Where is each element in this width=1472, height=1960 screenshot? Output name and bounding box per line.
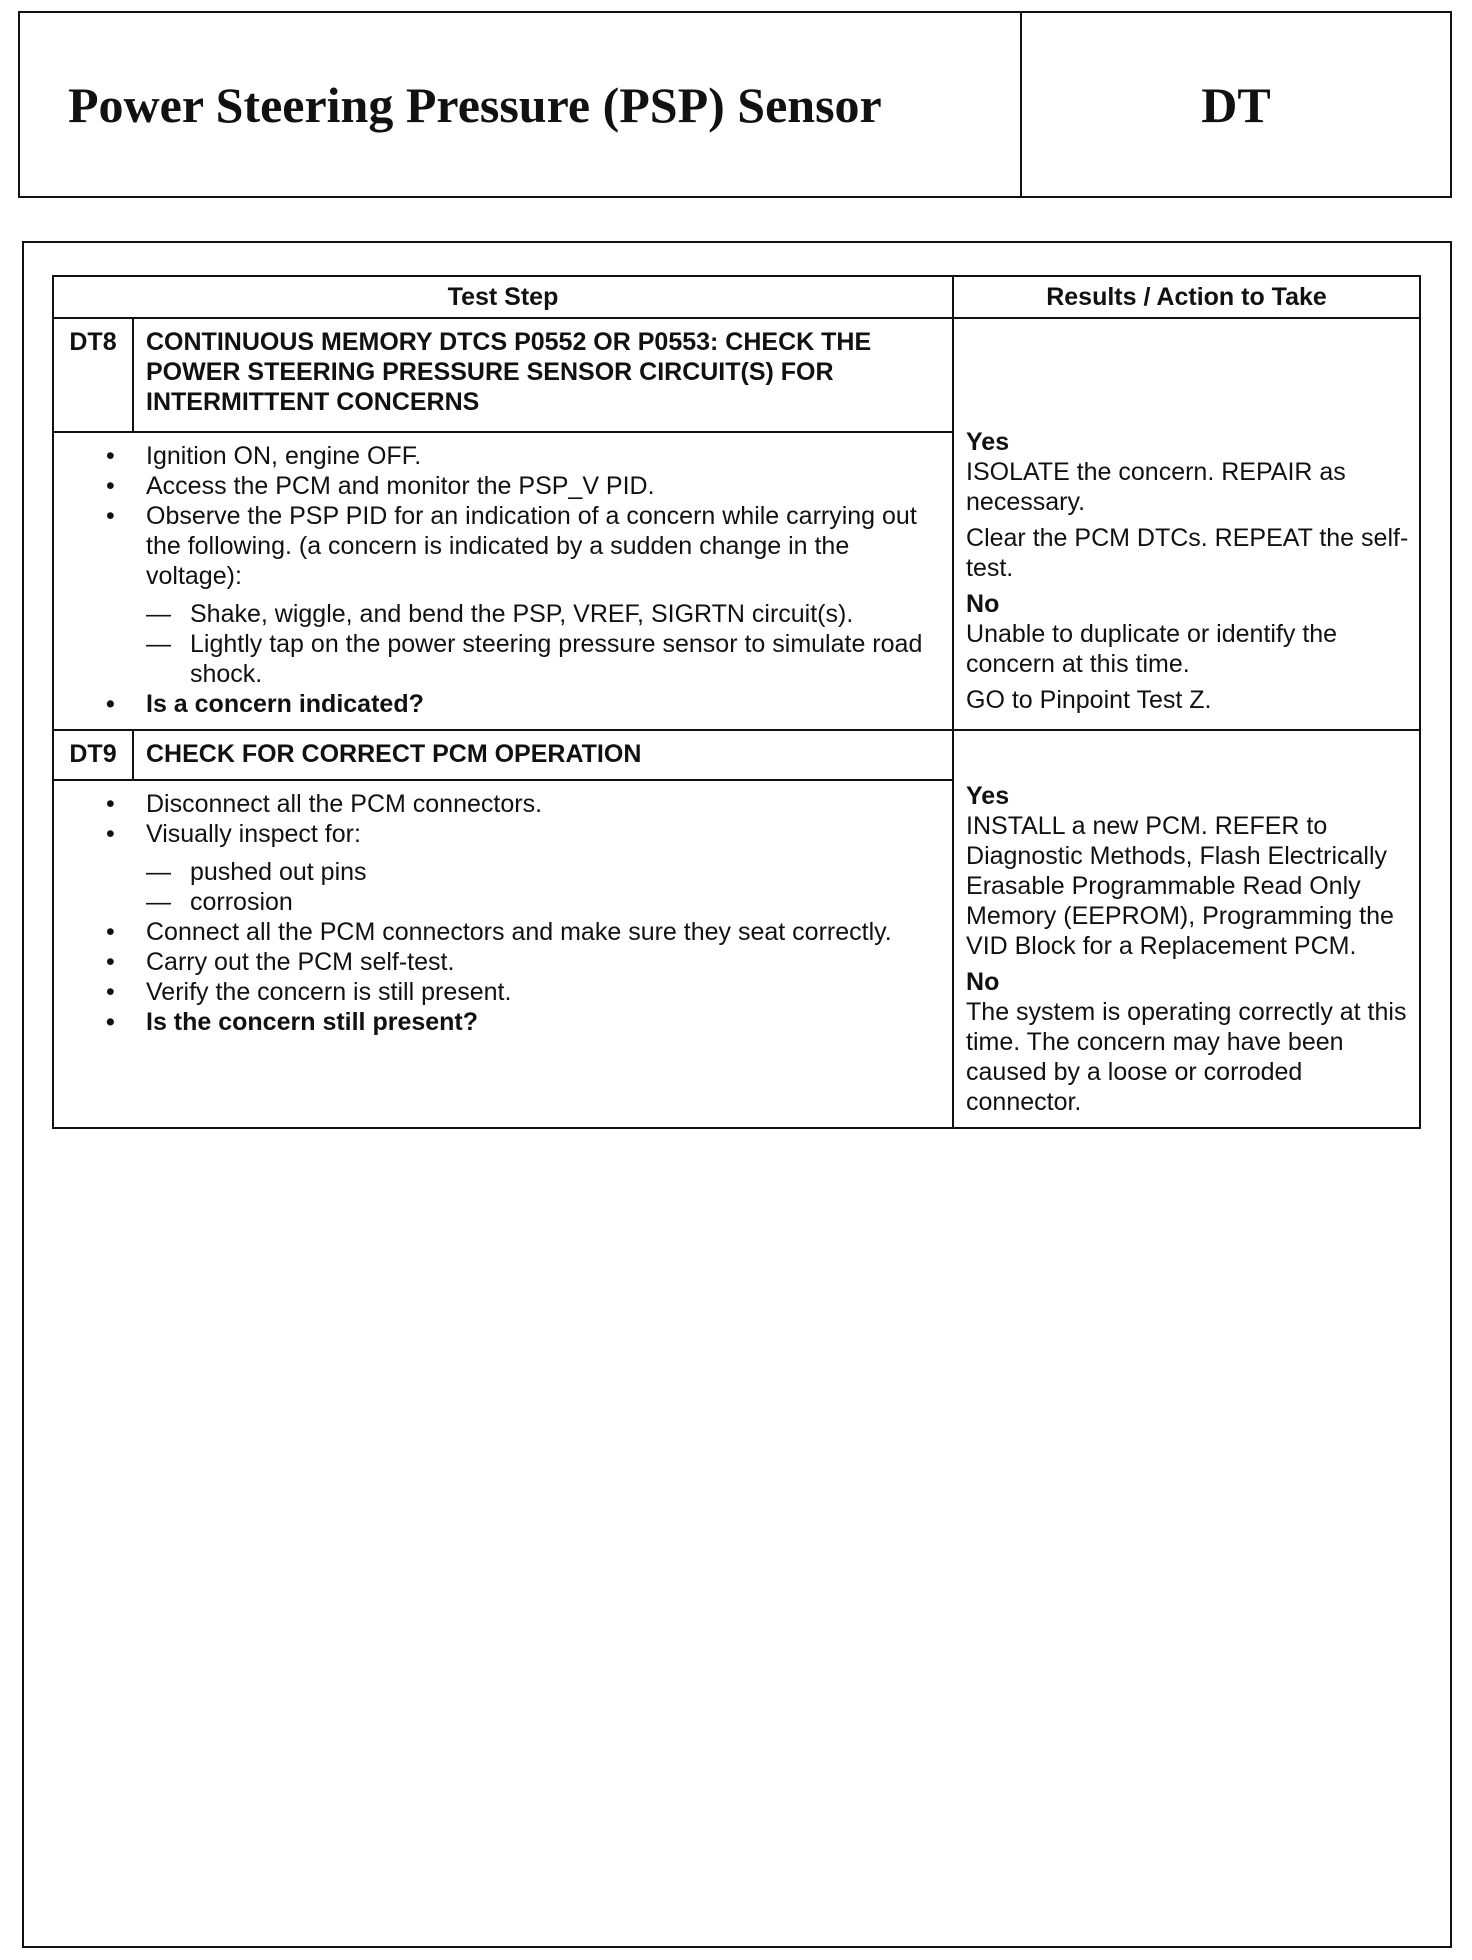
sub-list-item: — Shake, wiggle, and bend the PSP, VREF, SIGRTN circuit(s).	[190, 599, 932, 629]
result-cell	[953, 318, 1420, 730]
no-text: Unable to duplicate or identify the concern at this time.	[966, 620, 1338, 678]
col-header-test-step: Test Step	[53, 276, 953, 318]
list-item: • Ignition ON, engine OFF.	[146, 441, 932, 471]
col-header-results: Results / Action to Take	[953, 276, 1420, 318]
no-text: GO to Pinpoint Test Z.	[966, 686, 1212, 714]
step-list	[146, 789, 932, 1037]
no-label: No	[966, 968, 1000, 996]
list-item-text: Observe the PSP PID for an indication of a concern while carrying out the following. (a concern is indicated by a sudden change in the voltage):	[146, 502, 917, 590]
step-heading: CHECK FOR CORRECT PCM OPERATION	[133, 730, 953, 780]
step-body	[53, 780, 953, 1128]
sub-list-item: — Lightly tap on the power steering pressure sensor to simulate road shock.	[190, 629, 932, 689]
sub-list-item: — corrosion	[190, 887, 932, 917]
yes-text: ISOLATE the concern. REPAIR as necessary.	[966, 458, 1346, 516]
list-item: • Carry out the PCM self-test.	[146, 947, 932, 977]
table-row	[53, 730, 1420, 780]
yes-label: Yes	[966, 428, 1010, 456]
result-cell	[953, 730, 1420, 1128]
page-header	[18, 11, 1452, 198]
step-id: DT8	[53, 318, 133, 432]
test-step-table	[52, 275, 1421, 1129]
step-heading: CONTINUOUS MEMORY DTCS P0552 OR P0553: CHECK THE POWER STEERING PRESSURE SENSOR CIRCUIT(S) FOR INTERMITTENT CONCERNS	[133, 318, 953, 432]
sub-list	[146, 599, 932, 689]
step-body	[53, 432, 953, 730]
list-item: • Connect all the PCM connectors and make sure they seat correctly.	[146, 917, 932, 947]
no-label: No	[966, 590, 1000, 618]
step-id: DT9	[53, 730, 133, 780]
list-item	[146, 819, 932, 917]
yes-label: Yes	[966, 782, 1010, 810]
step-question: • Is a concern indicated?	[146, 689, 932, 719]
yes-text: Clear the PCM DTCs. REPEAT the self-test.	[966, 524, 1409, 582]
table-row	[53, 318, 1420, 432]
list-item: • Disconnect all the PCM connectors.	[146, 789, 932, 819]
table-header-row	[53, 276, 1420, 318]
list-item: • Verify the concern is still present.	[146, 977, 932, 1007]
yes-text: INSTALL a new PCM. REFER to Diagnostic Methods, Flash Electrically Erasable Programmable Read Only Memory (EEPROM), Programming the VID Block for a Replacement PCM.	[966, 812, 1394, 960]
page-title: Power Steering Pressure (PSP) Sensor	[20, 13, 1022, 196]
step-list	[146, 441, 932, 719]
step-question: • Is the concern still present?	[146, 1007, 932, 1037]
no-text: The system is operating correctly at this time. The concern may have been caused by a loose or corroded connector.	[966, 998, 1407, 1116]
section-code: DT	[1201, 76, 1271, 133]
list-item-text: Visually inspect for:	[146, 820, 361, 848]
list-item	[146, 501, 932, 689]
sub-list	[146, 857, 932, 917]
list-item: • Access the PCM and monitor the PSP_V PID.	[146, 471, 932, 501]
sub-list-item: — pushed out pins	[190, 857, 932, 887]
